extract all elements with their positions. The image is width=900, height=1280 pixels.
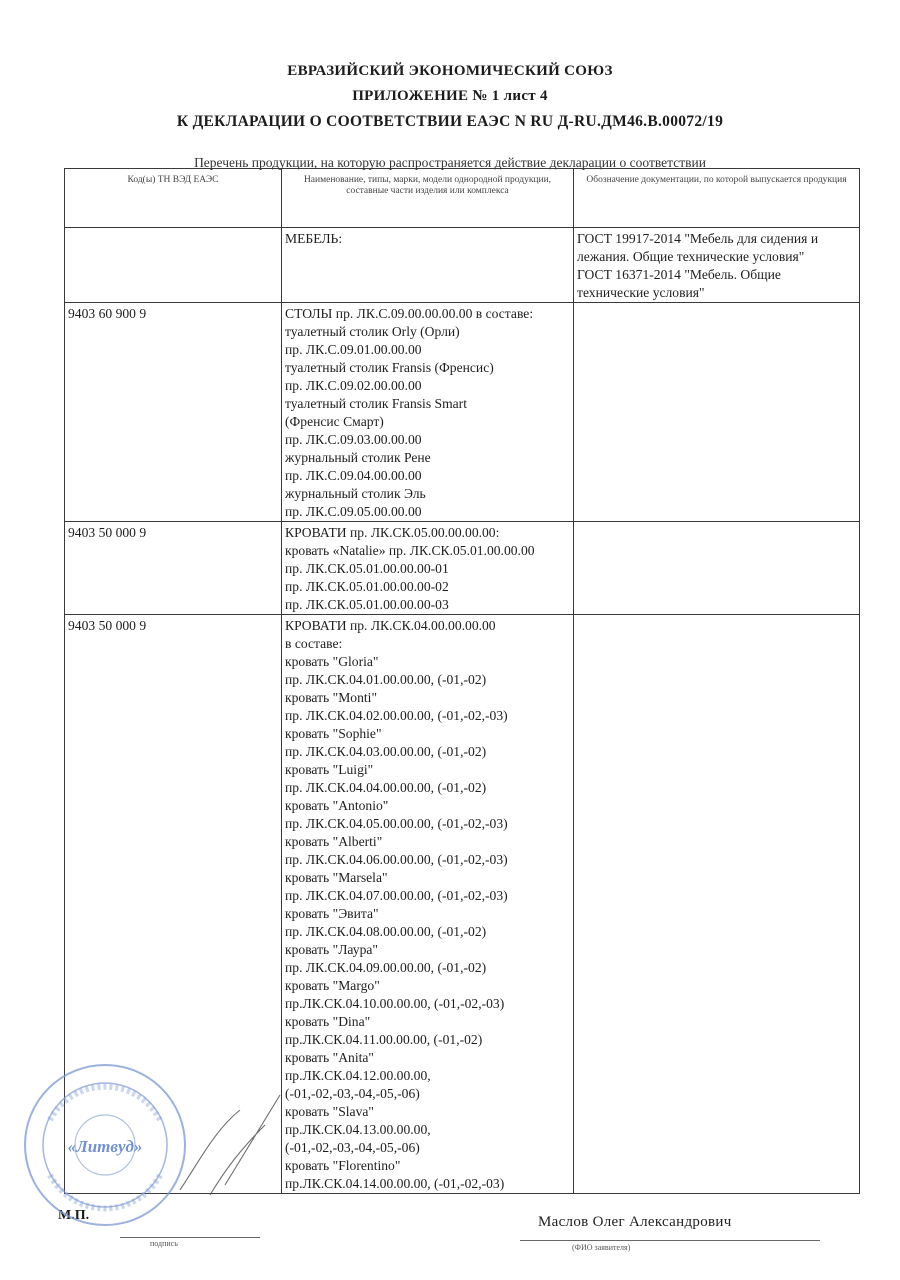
description-line: кровать "Лаура" — [285, 942, 378, 957]
header-declaration-ref: К ДЕКЛАРАЦИИ О СООТВЕТСТВИИ ЕАЭС N RU Д-RU.ДМ46.В.00072/19 — [176, 113, 724, 130]
signature-underline — [120, 1237, 260, 1238]
description-line: МЕБЕЛЬ: — [285, 231, 343, 246]
description-line: пр. ЛК.С.09.02.00.00.00 — [285, 378, 422, 393]
description-line: (-01,-02,-03,-04,-05,-06) — [285, 1086, 420, 1101]
description-line: пр. ЛК.СК.04.09.00.00.00, (-01,-02) — [285, 960, 487, 975]
description-line: кровать "Alberti" — [285, 834, 383, 849]
description-line: кровать "Luigi" — [285, 762, 374, 777]
tnved-code-cell: 9403 50 000 9 — [65, 615, 282, 1194]
description-line: кровать "Dina" — [285, 1014, 371, 1029]
company-seal — [20, 1060, 190, 1230]
standard-document-cell — [574, 522, 860, 615]
product-description-cell — [282, 303, 574, 522]
description-line: кровать «Natalie» пр. ЛК.СК.05.01.00.00.00 — [285, 543, 535, 558]
tnved-code-cell: 9403 50 000 9 — [65, 522, 282, 615]
description-line: кровать "Anita" — [285, 1050, 374, 1065]
description-line: туалетный столик Fransis Smart — [285, 396, 467, 411]
description-line: кровать "Florentino" — [285, 1158, 401, 1173]
description-line: кровать "Monti" — [285, 690, 377, 705]
product-description-cell — [282, 228, 574, 303]
description-line: кровать "Эвита" — [285, 906, 379, 921]
header-union: ЕВРАЗИЙСКИЙ ЭКОНОМИЧЕСКИЙ СОЮЗ — [287, 63, 613, 79]
description-line: (Френсис Смарт) — [285, 414, 384, 429]
description-line: кровать "Gloria" — [285, 654, 379, 669]
products-table — [64, 168, 860, 1194]
description-line: туалетный столик Fransis (Френсис) — [285, 360, 494, 375]
description-line: пр.ЛК.СК.04.12.00.00.00, — [285, 1068, 431, 1083]
product-description-cell — [282, 522, 574, 615]
description-line: пр.ЛК.СК.04.14.00.00.00, (-01,-02,-03) — [285, 1176, 505, 1191]
description-line: пр.ЛК.СК.04.11.00.00.00, (-01,-02) — [285, 1032, 483, 1047]
description-line: пр. ЛК.СК.04.04.00.00.00, (-01,-02) — [285, 780, 487, 795]
product-description-cell — [282, 615, 574, 1194]
signature-caption: подпись — [150, 1239, 178, 1248]
description-line: пр. ЛК.С.09.05.00.00.00 — [285, 504, 422, 519]
standard-line: ГОСТ 16371-2014 "Мебель. Общие технические условия" — [577, 267, 781, 300]
description-line: КРОВАТИ пр. ЛК.СК.05.00.00.00.00: — [285, 525, 500, 540]
table-body — [65, 228, 860, 1194]
header-appendix: ПРИЛОЖЕНИЕ № 1 лист 4 — [352, 88, 548, 104]
description-line: кровать "Margo" — [285, 978, 380, 993]
standard-line: ГОСТ 19917-2014 "Мебель для сидения и лежания. Общие технические условия" — [577, 231, 819, 264]
description-line: пр. ЛК.СК.04.05.00.00.00, (-01,-02,-03) — [285, 816, 508, 831]
stamp-place-label: М.П. — [58, 1208, 90, 1223]
description-line: пр. ЛК.С.09.03.00.00.00 — [285, 432, 422, 447]
header-standard: Обозначение документации, по которой выпускается продукция — [574, 169, 860, 228]
description-line: СТОЛЫ пр. ЛК.С.09.00.00.00.00 в составе: — [285, 306, 534, 321]
description-line: пр. ЛК.СК.05.01.00.00.00-02 — [285, 579, 449, 594]
description-line: в составе: — [285, 636, 343, 651]
name-caption: (ФИО заявителя) — [572, 1243, 631, 1252]
standard-document-cell — [574, 303, 860, 522]
description-line: пр. ЛК.С.09.04.00.00.00 — [285, 468, 422, 483]
description-line: (-01,-02,-03,-04,-05,-06) — [285, 1140, 420, 1155]
declarant-name: Маслов Олег Александрович — [538, 1214, 732, 1230]
description-line: пр. ЛК.СК.04.07.00.00.00, (-01,-02,-03) — [285, 888, 508, 903]
description-line: кровать "Marsela" — [285, 870, 388, 885]
description-line: КРОВАТИ пр. ЛК.СК.04.00.00.00.00 — [285, 618, 496, 633]
description-line: туалетный столик Orly (Орли) — [285, 324, 460, 339]
table-row — [65, 522, 860, 615]
standard-document-cell — [574, 615, 860, 1194]
description-line: кровать "Antonio" — [285, 798, 389, 813]
description-line: пр. ЛК.СК.04.08.00.00.00, (-01,-02) — [285, 924, 487, 939]
header-description: Наименование, типы, марки, модели однородной продукции, составные части изделия или комплекса — [282, 169, 574, 228]
table-row — [65, 303, 860, 522]
table-row — [65, 228, 860, 303]
description-line: пр.ЛК.СК.04.13.00.00.00, — [285, 1122, 431, 1137]
table-header-row — [65, 169, 860, 228]
table-caption: Перечень продукции, на которую распространяется действие декларации о соответствии — [194, 155, 706, 170]
description-line: пр. ЛК.СК.04.01.00.00.00, (-01,-02) — [285, 672, 487, 687]
description-line: пр. ЛК.С.09.01.00.00.00 — [285, 342, 422, 357]
seal-text: «Литвуд» — [67, 1137, 143, 1156]
description-line: пр. ЛК.СК.05.01.00.00.00-01 — [285, 561, 449, 576]
description-line: журнальный столик Эль — [285, 486, 426, 501]
description-line: журнальный столик Рене — [285, 450, 431, 465]
description-line: кровать "Slava" — [285, 1104, 374, 1119]
handwritten-signature — [170, 1090, 290, 1200]
name-underline — [520, 1240, 820, 1241]
description-line: пр. ЛК.СК.04.06.00.00.00, (-01,-02,-03) — [285, 852, 508, 867]
description-line: кровать "Sophie" — [285, 726, 382, 741]
description-line: пр. ЛК.СК.04.03.00.00.00, (-01,-02) — [285, 744, 487, 759]
header-code: Код(ы) ТН ВЭД ЕАЭС — [65, 169, 282, 228]
tnved-code-cell — [65, 228, 282, 303]
description-line: пр.ЛК.СК.04.10.00.00.00, (-01,-02,-03) — [285, 996, 505, 1011]
standard-document-cell — [574, 228, 860, 303]
description-line: пр. ЛК.СК.04.02.00.00.00, (-01,-02,-03) — [285, 708, 508, 723]
description-line: пр. ЛК.СК.05.01.00.00.00-03 — [285, 597, 449, 612]
tnved-code-cell: 9403 60 900 9 — [65, 303, 282, 522]
